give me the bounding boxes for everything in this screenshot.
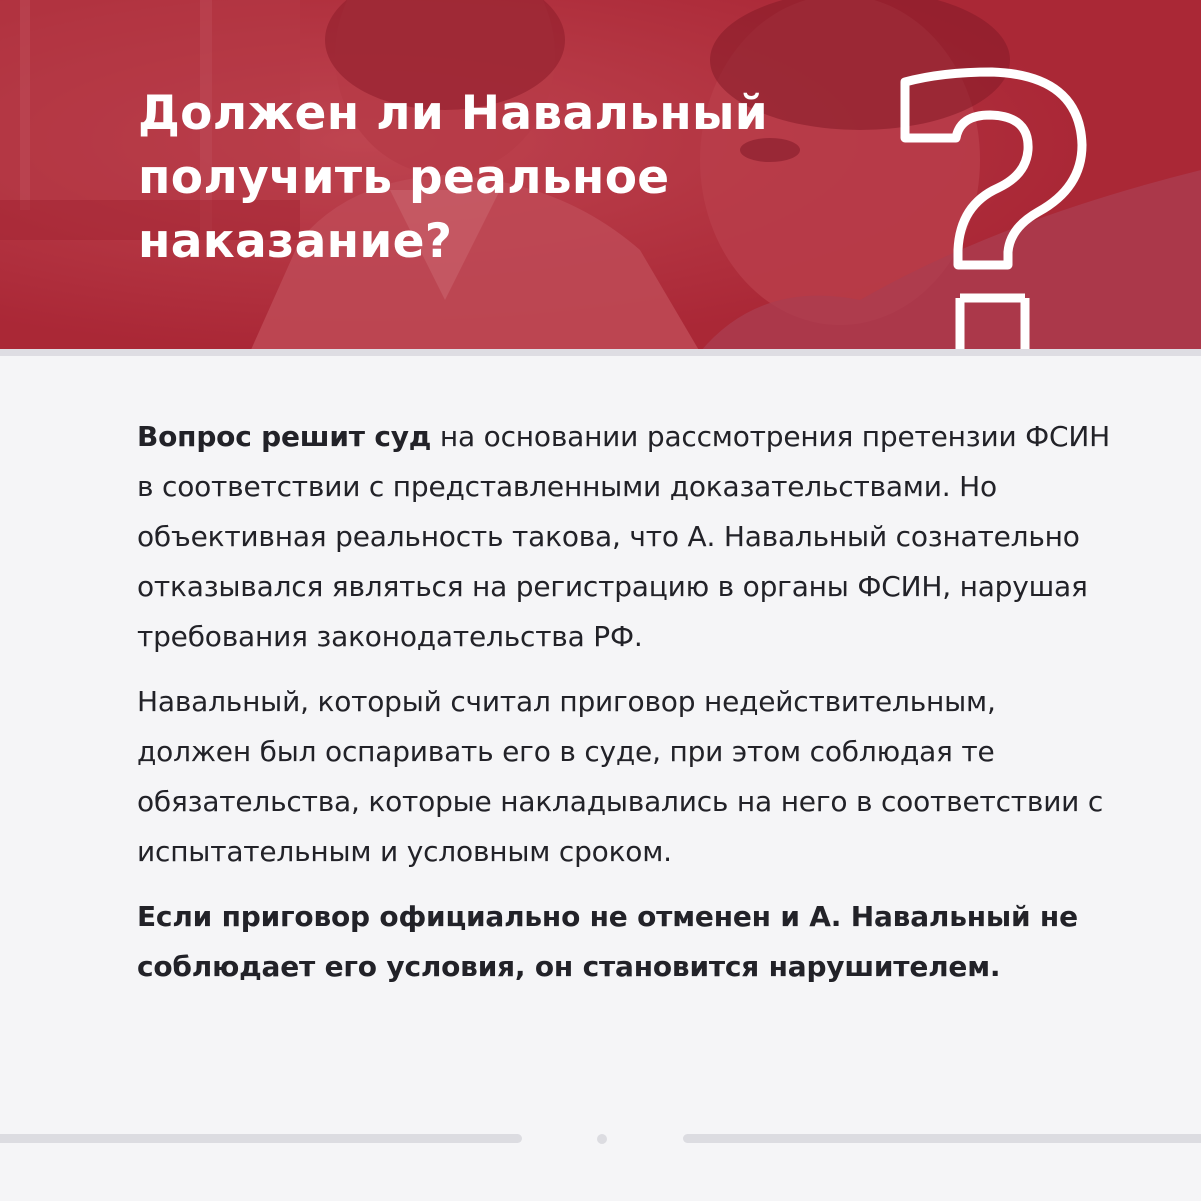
title-line-1: Должен ли Навальный [138,86,769,141]
question-mark-outline-icon [890,60,1110,352]
divider-dot [597,1134,607,1144]
paragraph-2: Навальный, который считал приговор недействительным, должен был оспаривать его в суде, при этом соблюдая те обязательства, которые накладывались на него в соответствии с испытательным и условным сроком. [137,685,1104,868]
paragraph-1 [137,412,1112,662]
paragraph-3-conclusion: Если приговор официально не отменен и А. Навальный не соблюдает его условия, он становится нарушителем. [137,900,1078,983]
banner-bottom-border [0,349,1201,356]
title-line-3: наказание? [138,214,453,269]
divider-right-bar [683,1134,1201,1143]
paragraph-1-text: на основании рассмотрения претензии ФСИН в соответствии с представленными доказательствами. Но объективная реальность такова, что А. Навальный сознательно отказывался являться на регистрацию в органы ФСИН, нарушая требования законодательства РФ. [137,420,1110,653]
page-title [138,82,858,274]
paragraph-1-lead: Вопрос решит суд [137,420,432,453]
header-banner [0,0,1201,352]
title-line-2: получить реальное [138,150,670,205]
article-body [137,412,1112,992]
divider-left-bar [0,1134,522,1143]
